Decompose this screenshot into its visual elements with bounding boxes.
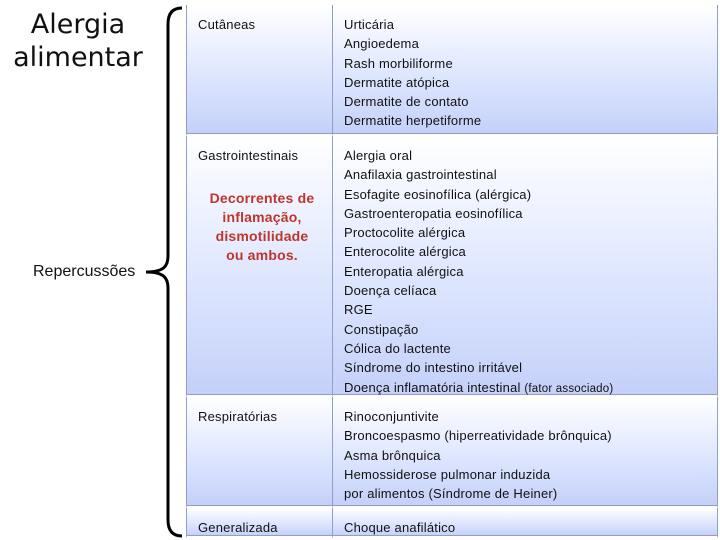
list-item: Alergia oral <box>344 148 413 163</box>
list-item: Enterocolite alérgica <box>344 244 466 260</box>
list-item: Proctocolite alérgica <box>344 225 466 241</box>
list-item: Choque anafilático <box>344 520 456 535</box>
list-item: por alimentos (Síndrome de Heiner) <box>344 486 558 502</box>
list-item: Urticária <box>344 17 395 32</box>
list-item: Cólica do lactente <box>344 340 451 356</box>
title-line: alimentar <box>13 42 143 73</box>
list-item <box>344 378 711 399</box>
items-cell <box>333 5 718 136</box>
curly-brace <box>0 0 186 540</box>
list-item: Doença celíaca <box>344 283 437 299</box>
list-item: Rash morbiliforme <box>344 55 453 71</box>
list-item: Anafilaxia gastrointestinal <box>344 167 497 183</box>
list-item: Gastroenteropatia eosinofílica <box>344 205 523 221</box>
items-cell <box>333 136 718 397</box>
items-cell <box>333 508 718 538</box>
list-item: Hemossiderose pulmonar induzida <box>344 466 551 482</box>
list-item-text: Doença inflamatória intestinal <box>344 379 521 395</box>
category-label: Gastrointestinais <box>198 148 299 163</box>
list-item: Broncoespasmo (hiperreatividade brônquica) <box>344 428 612 444</box>
category-cell <box>186 397 333 508</box>
category-label: Respiratórias <box>198 409 278 424</box>
category-label: Cutâneas <box>198 17 256 32</box>
category-cell <box>186 5 333 136</box>
subcategory-note <box>198 189 326 265</box>
subcategory-line: inflamação, <box>222 209 302 226</box>
list-item-note: (fator associado) <box>524 382 614 395</box>
category-cell <box>186 136 333 397</box>
subcategory-line: dismotilidade <box>215 228 309 245</box>
list-item: Esofagite eosinofílica (alérgica) <box>344 186 532 202</box>
items-cell <box>333 397 718 508</box>
list-item: Enteropatia alérgica <box>344 263 464 279</box>
list-item: Constipação <box>344 321 419 337</box>
side-label: Repercussões <box>33 263 136 280</box>
list-item: RGE <box>344 302 373 318</box>
repercussions-table <box>186 5 718 538</box>
list-item: Angioedema <box>344 36 419 52</box>
list-item: Dermatite atópica <box>344 74 450 90</box>
list-item: Dermatite de contato <box>344 94 469 110</box>
category-cell <box>186 508 333 538</box>
list-item: Rinoconjuntivite <box>344 409 439 424</box>
category-label: Generalizada <box>198 520 278 535</box>
subcategory-line: Decorrentes de <box>209 190 315 207</box>
list-item: Dermatite herpetiforme <box>344 113 482 129</box>
list-item: Asma brônquica <box>344 447 441 463</box>
subcategory-line: ou ambos. <box>226 247 298 264</box>
list-item: Síndrome do intestino irritável <box>344 360 523 376</box>
title-line: Alergia <box>30 9 126 40</box>
